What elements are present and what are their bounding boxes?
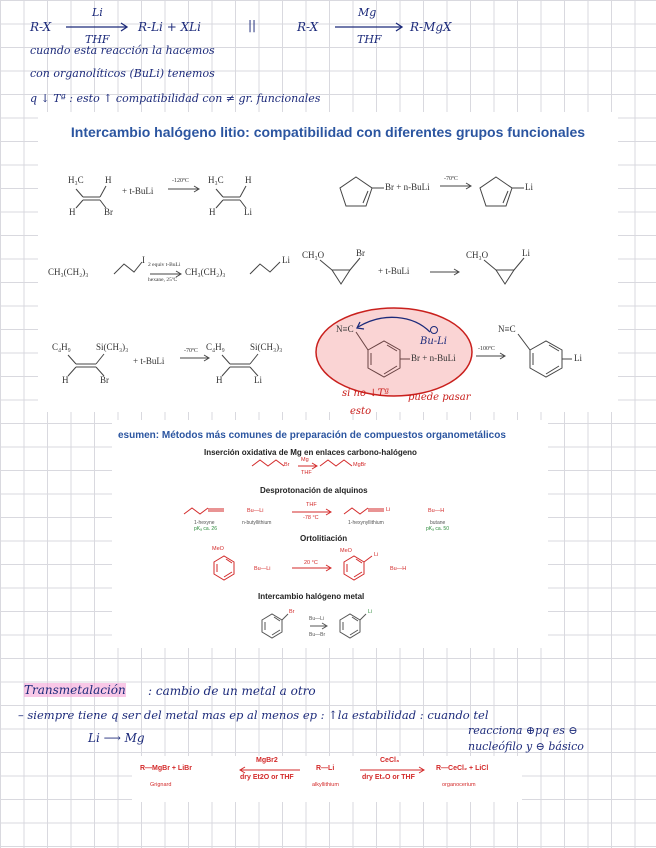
sec4-br: Br — [289, 609, 295, 615]
r1-reagent: + t-BuLi — [122, 186, 154, 196]
r6p-li: Li — [574, 353, 582, 363]
r3-cond1: 2 equiv t-BuLi — [148, 262, 181, 268]
transmetalation-scheme — [132, 756, 522, 802]
r4-sm: CH₃O — [302, 250, 325, 260]
r2-product-li: Li — [525, 182, 533, 192]
note-bottom-line2: – siempre tiene q ser del metal mas ep al menos ep : ↑la estabilidad : cuando tel — [18, 708, 489, 722]
eq1-reagent: Li — [92, 6, 103, 19]
annot-si-no-baja-temp: si no ↓Tª — [342, 388, 389, 399]
note-line3: q ↓ Tª : esto ↑ compatibilidad con ≠ gr. funcionales — [30, 92, 321, 105]
scheme-right-label: organocerium — [442, 782, 476, 788]
slide2-title: esumen: Métodos más comunes de preparación de compuestos organometálicos — [118, 430, 506, 441]
scheme-arrow1-bottom: dry Et2O or THF — [240, 774, 294, 781]
annot-esto: esto — [350, 406, 372, 417]
sec3-buh: Bu—H — [390, 566, 407, 572]
eq2-arrow — [335, 22, 405, 32]
scheme-left: R—MgBr + LiBr — [140, 765, 192, 772]
r6-cond: -100ºC — [478, 346, 495, 352]
r3-sm: CH₃(CH₂)₃ — [48, 267, 89, 277]
sec4-buli: Bu—Li — [309, 616, 325, 622]
sec2-temp: -78 °C — [303, 515, 319, 521]
r3-cond2: hexane, 25ºC — [148, 277, 178, 283]
r2-cond: -70ºC — [444, 176, 458, 182]
r4-br: Br — [356, 248, 365, 258]
sec2-thf: THF — [306, 502, 317, 508]
r5-h: H — [62, 375, 69, 385]
r3-product: CH₃(CH₂)₃ — [185, 267, 226, 277]
sec2-heading: Desprotonación de alquinos — [260, 486, 368, 495]
transmetalacion-heading: Transmetalación — [24, 683, 126, 697]
transmetalacion-def: : cambio de un metal a otro — [148, 684, 316, 698]
r5p-li: Li — [254, 375, 262, 385]
sec2-buli: Bu—Li — [247, 508, 264, 514]
r1-h3c: H₃C — [68, 175, 84, 185]
r5-br: Br — [100, 375, 109, 385]
r5-reagent: + t-BuLi — [133, 356, 165, 366]
sec3-product-meo: MeO — [340, 548, 352, 554]
r1-br: Br — [104, 207, 113, 217]
note-line1: cuando esta reacción la hacemos — [30, 44, 215, 57]
sec2-label-butane: butane — [430, 520, 446, 526]
r2-reagent: Br + n-BuLi — [385, 182, 430, 192]
r5-cond: -70ºC — [184, 348, 198, 354]
r1p-li: Li — [244, 207, 252, 217]
sec3-heading: Ortolitiación — [300, 534, 348, 543]
sec1-product: MgBr — [353, 462, 367, 468]
r1-h-top: H — [105, 175, 112, 185]
eq2-reagent: Mg — [358, 6, 377, 19]
r1p-h-top: H — [245, 175, 252, 185]
sec1-br: Br — [284, 462, 290, 468]
scheme-left-label: Grignard — [150, 782, 172, 788]
scheme-mid-label: alkyllithium — [312, 782, 339, 788]
r5-sime3: Si(CH₃)₃ — [96, 342, 129, 352]
sec2-label-pka2: pKₐ ca. 50 — [426, 526, 449, 532]
r5p-h: H — [216, 375, 223, 385]
r4-product: CH₃O — [466, 250, 489, 260]
r4-li: Li — [522, 248, 530, 258]
sec2-product-li: Li — [386, 507, 391, 513]
eq1-product: R-Li + XLi — [138, 20, 201, 34]
scheme-arrow1-top: MgBr2 — [256, 757, 278, 764]
r1p-h3c: H₃C — [208, 175, 224, 185]
annot-puede-pasar: puede pasar — [408, 392, 471, 403]
scheme-arrows — [132, 756, 522, 802]
eq2-product: R-MgX — [410, 20, 452, 34]
note-bottom-line3b: nucleófilo y ⊖ básico — [468, 740, 584, 753]
r6-nc: N≡C — [336, 324, 354, 334]
highlight-ellipse — [316, 308, 472, 396]
eq1-reactant: R-X — [30, 20, 52, 34]
sec2-butane: Bu—H — [428, 508, 445, 514]
r6p-nc: N≡C — [498, 324, 516, 334]
sec2-label-pka1: pKₐ ca. 26 — [194, 526, 217, 532]
sec4-li: Li — [368, 609, 372, 615]
r3-li: Li — [282, 255, 290, 265]
scheme-mid: R—Li — [316, 765, 335, 772]
r1p-h-bottom: H — [209, 207, 216, 217]
slide-organometallic-methods — [112, 420, 548, 648]
sec2-label-hexynyllithium: 1-hexynyllithium — [348, 520, 384, 526]
sec1-mg: Mg — [301, 457, 309, 463]
sec3-meo: MeO — [212, 546, 224, 552]
scheme-arrow2-top: CeCl₃ — [380, 757, 400, 764]
eq1-arrow — [66, 22, 130, 32]
note-line2: con organolíticos (BuLi) tenemos — [30, 67, 215, 80]
r1-h-bottom: H — [69, 207, 76, 217]
r5p-sime3: Si(CH₃)₃ — [250, 342, 283, 352]
r5p-c4h9: C₄H₉ — [206, 342, 225, 352]
eq1-solvent: THF — [85, 33, 110, 46]
slide1-title: Intercambio halógeno litio: compatibilidad con diferentes grupos funcionales — [70, 124, 586, 140]
sec2-label-hexyne: 1-hexyne — [194, 520, 215, 526]
r6-br-reagent: Br + n-BuLi — [411, 353, 456, 363]
sec1-heading: Inserción oxidativa de Mg en enlaces carbono-halógeno — [204, 448, 417, 457]
eq2-reactant: R-X — [297, 20, 319, 34]
sec2-label-nbuli: n-butyllithium — [242, 520, 272, 526]
eq2-solvent: THF — [357, 33, 382, 46]
note-bottom-line3a: reacciona ⊕pq es ⊖ — [468, 724, 578, 737]
note-bottom-li-to-mg: Li ⟶ Mg — [88, 731, 145, 745]
scheme-right: R—CeCl₂ + LiCl — [436, 765, 489, 772]
equation-separator: || — [248, 18, 257, 32]
slide1-structures — [38, 112, 618, 412]
r3-iodide: I — [142, 255, 145, 265]
sec4-heading: Intercambio halógeno metal — [258, 592, 365, 601]
r4-reagent: + t-BuLi — [378, 266, 410, 276]
r1-cond: -120ºC — [172, 178, 189, 184]
r5-c4h9: C₄H₉ — [52, 342, 71, 352]
r6-annot-buli: Bu-Li — [420, 336, 448, 347]
slide-halogen-lithium-exchange — [38, 112, 618, 412]
slide2-structures — [112, 420, 548, 648]
scheme-arrow2-bottom: dry Et₂O or THF — [362, 774, 415, 781]
sec3-buli: Bu—Li — [254, 566, 271, 572]
sec3-temp: 20 °C — [304, 560, 318, 566]
sec3-li: Li — [374, 552, 379, 558]
sec4-bubr: Bu—Br — [309, 632, 326, 638]
sec1-thf: THF — [301, 470, 312, 476]
